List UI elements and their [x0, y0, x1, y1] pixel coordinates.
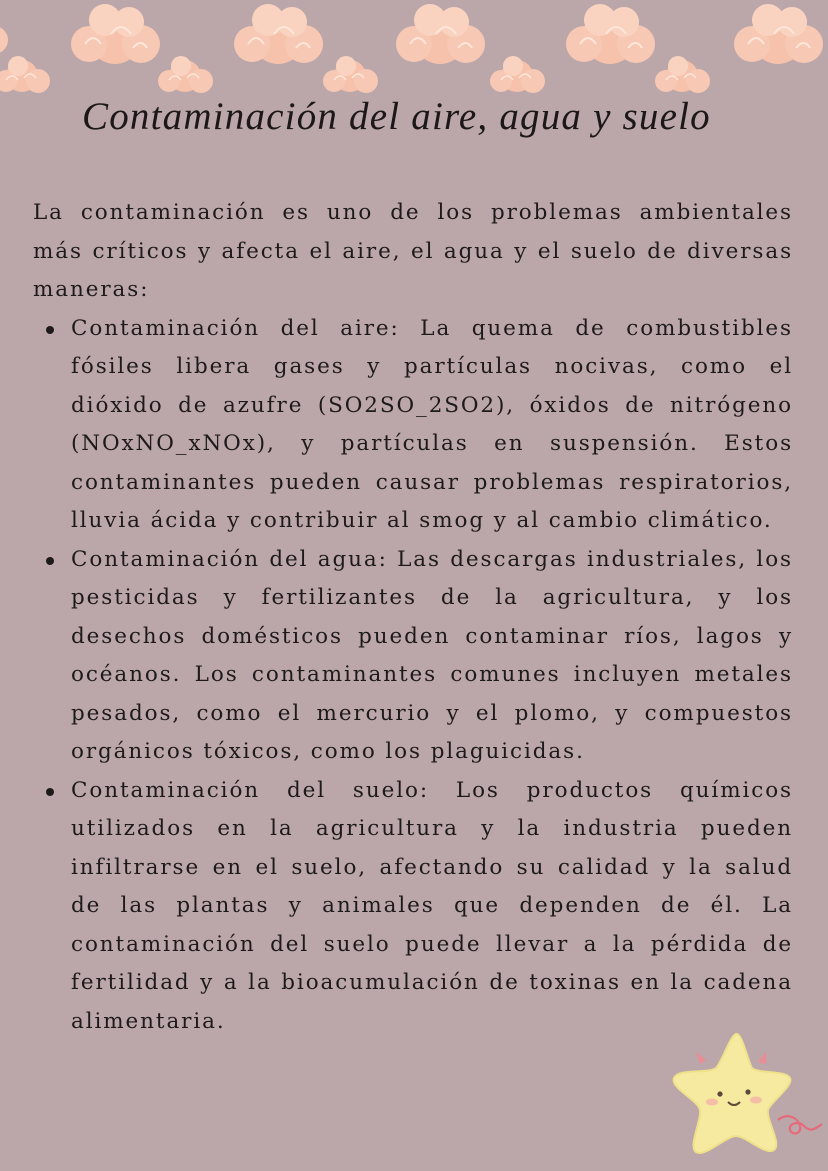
cloud-border	[0, 0, 828, 105]
list-item-text: Contaminación del agua: Las descargas industriales, los pesticidas y fertilizantes de la agricultura, y los desechos domésticos pueden contaminar ríos, lagos y océanos. Los contaminantes comunes incluyen metales pesados, como el mercurio y el plomo, y compuestos orgánicos tóxicos, como los plaguicidas.	[71, 546, 793, 764]
star-icon	[654, 1022, 828, 1171]
bullet-list	[33, 310, 793, 1042]
list-item	[71, 541, 793, 772]
intro-paragraph: La contaminación es uno de los problemas ambientales más críticos y afecta el aire, el agua y el suelo de diversas maneras:	[33, 200, 793, 302]
list-item-text: Contaminación del suelo: Los productos químicos utilizados en la agricultura y la industria pueden infiltrarse en el suelo, afectando su calidad y la salud de las plantas y animales que dependen de él. La contaminación del suelo puede llevar a la pérdida de fertilidad y a la bioacumulación de toxinas en la cadena alimentaria.	[71, 777, 793, 1034]
list-item-text: Contaminación del aire: La quema de combustibles fósiles libera gases y partículas nocivas, como el dióxido de azufre (SO2SO_2SO2), óxidos de nitrógeno (NOxNO_xNOx), y partículas en suspensión. Estos contaminantes pueden causar problemas respiratorios, lluvia ácida y contribuir al smog y al cambio climático.	[71, 315, 793, 533]
bullet-icon	[46, 788, 54, 796]
bullet-icon	[46, 326, 54, 334]
bullet-icon	[46, 557, 54, 565]
list-item	[71, 772, 793, 1042]
document-body	[33, 194, 793, 1041]
list-item	[71, 310, 793, 541]
page-title: Contaminación del aire, agua y suelo	[82, 95, 711, 138]
